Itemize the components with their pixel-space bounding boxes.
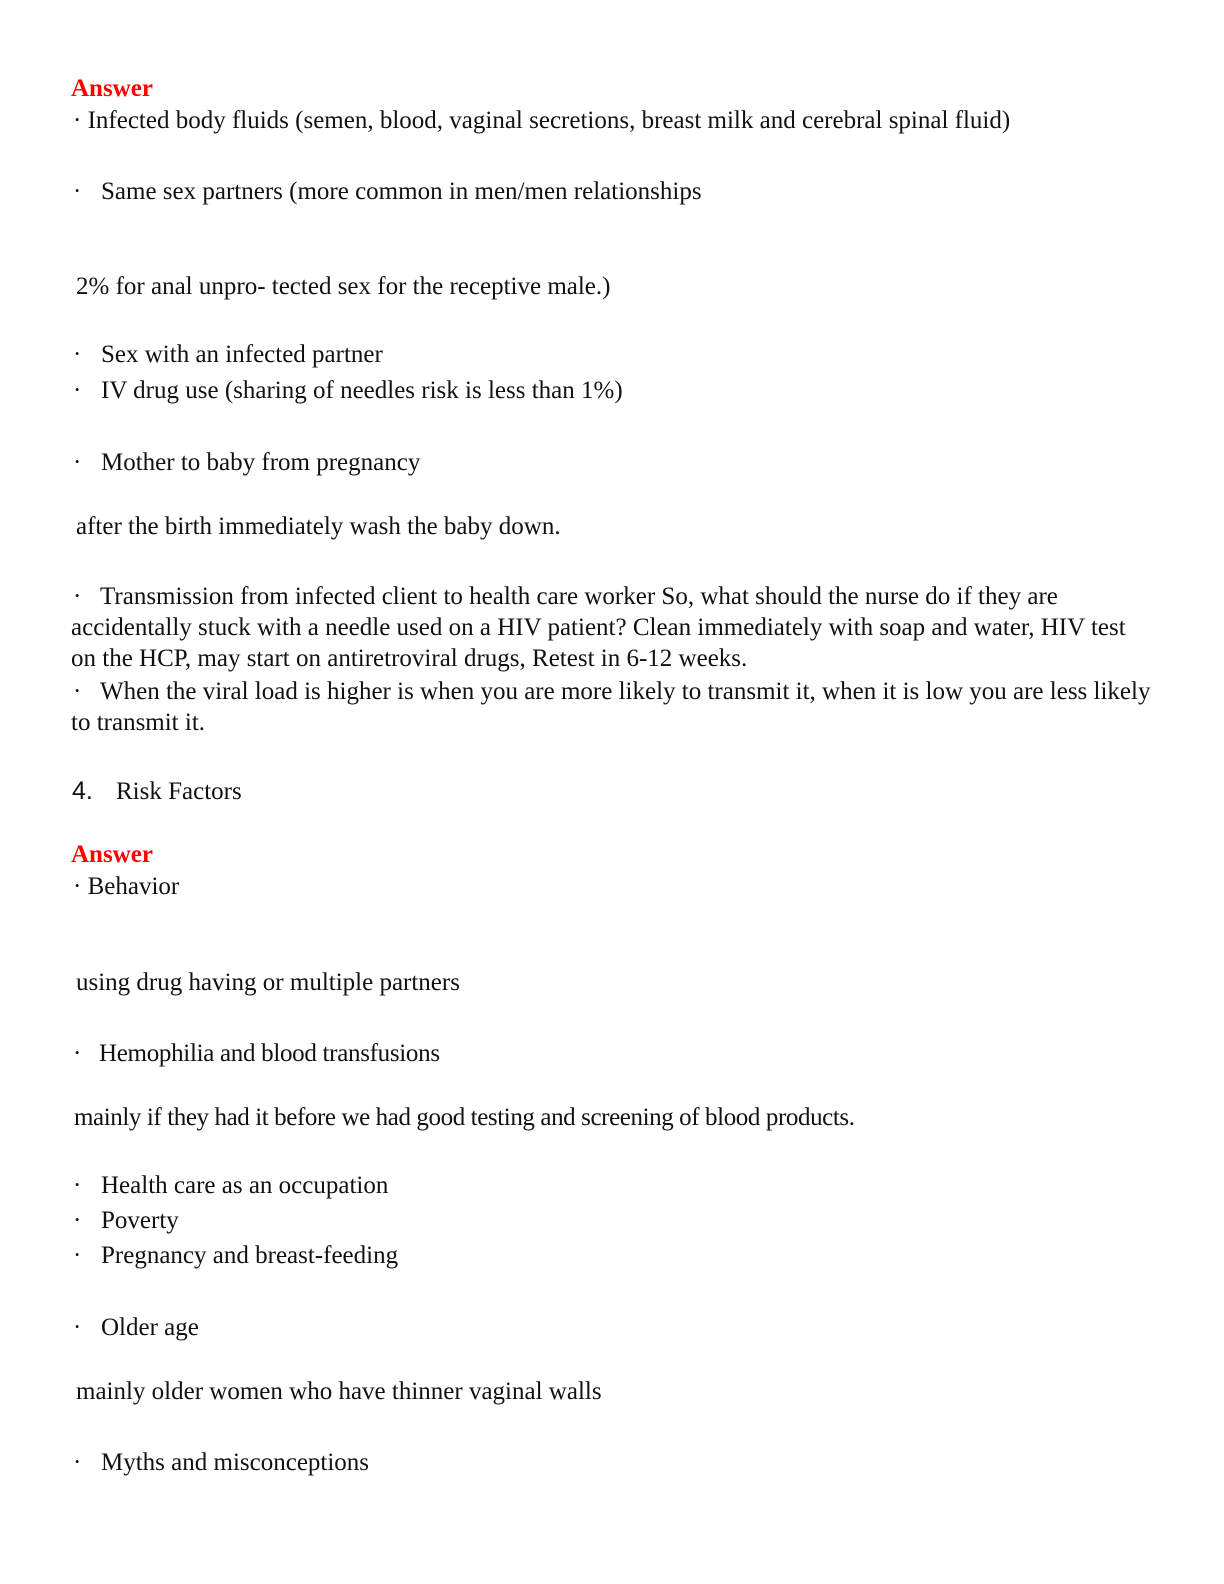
sex-infected-item: Sex with an infected partner xyxy=(101,341,383,368)
bullet-icon: · xyxy=(73,449,82,476)
bullet-icon: · xyxy=(73,678,82,705)
bullet-icon: · xyxy=(73,1172,82,1199)
pregnancy-item: Pregnancy and breast-feeding xyxy=(101,1242,399,1269)
after-birth-note: after the birth immediately wash the baby down. xyxy=(76,513,561,540)
answer-label: Answer xyxy=(71,841,153,868)
same-sex-item: Same sex partners (more common in men/men relationships xyxy=(101,178,702,205)
hemophilia-item: Hemophilia and blood transfusions xyxy=(99,1040,440,1067)
section-title: Risk Factors xyxy=(116,778,242,805)
bullet-icon: · xyxy=(73,1314,82,1341)
bullet-icon: · xyxy=(73,377,82,404)
mother-baby-item: Mother to baby from pregnancy xyxy=(101,449,421,476)
bullet-icon: · xyxy=(73,341,82,368)
myths-item: Myths and misconceptions xyxy=(101,1449,370,1476)
older-age-note: mainly older women who have thinner vaginal walls xyxy=(76,1378,602,1405)
poverty-item: Poverty xyxy=(101,1207,179,1234)
health-care-item: Health care as an occupation xyxy=(101,1172,389,1199)
viral-load-paragraph: When the viral load is higher is when you are more likely to transmit it, when it is low you are less likely to transmit it. xyxy=(71,678,1151,736)
behavior-note: using drug having or multiple partners xyxy=(76,969,460,996)
bullet-icon: · xyxy=(73,583,82,610)
anal-note: 2% for anal unpro- tected sex for the receptive male.) xyxy=(76,273,611,300)
transmission-paragraph: Transmission from infected client to health care worker So, what should the nurse do if they are accidentally stuck with a needle used on a HIV patient? Clean immediately with soap and water, HIV test on the HCP, may start on antiretroviral drugs, Retest in 6-12 weeks. xyxy=(71,583,1126,672)
bullet-icon: · xyxy=(73,1242,82,1269)
bullet-icon: · xyxy=(73,1207,82,1234)
section-number: 4. xyxy=(72,777,93,805)
behavior-item: · Behavior xyxy=(73,873,180,900)
bullet-icon: · xyxy=(73,178,82,205)
hemophilia-note: mainly if they had it before we had good testing and screening of blood products. xyxy=(74,1104,855,1131)
bullet-icon: · xyxy=(73,1449,82,1476)
body-fluids-line: · Infected body fluids (semen, blood, vaginal secretions, breast milk and cerebral spinal fluid) xyxy=(73,107,1011,134)
older-age-item: Older age xyxy=(101,1314,199,1341)
iv-drug-item: IV drug use (sharing of needles risk is less than 1%) xyxy=(101,377,623,404)
bullet-icon: · xyxy=(73,1040,82,1067)
answer-label: Answer xyxy=(71,75,153,102)
